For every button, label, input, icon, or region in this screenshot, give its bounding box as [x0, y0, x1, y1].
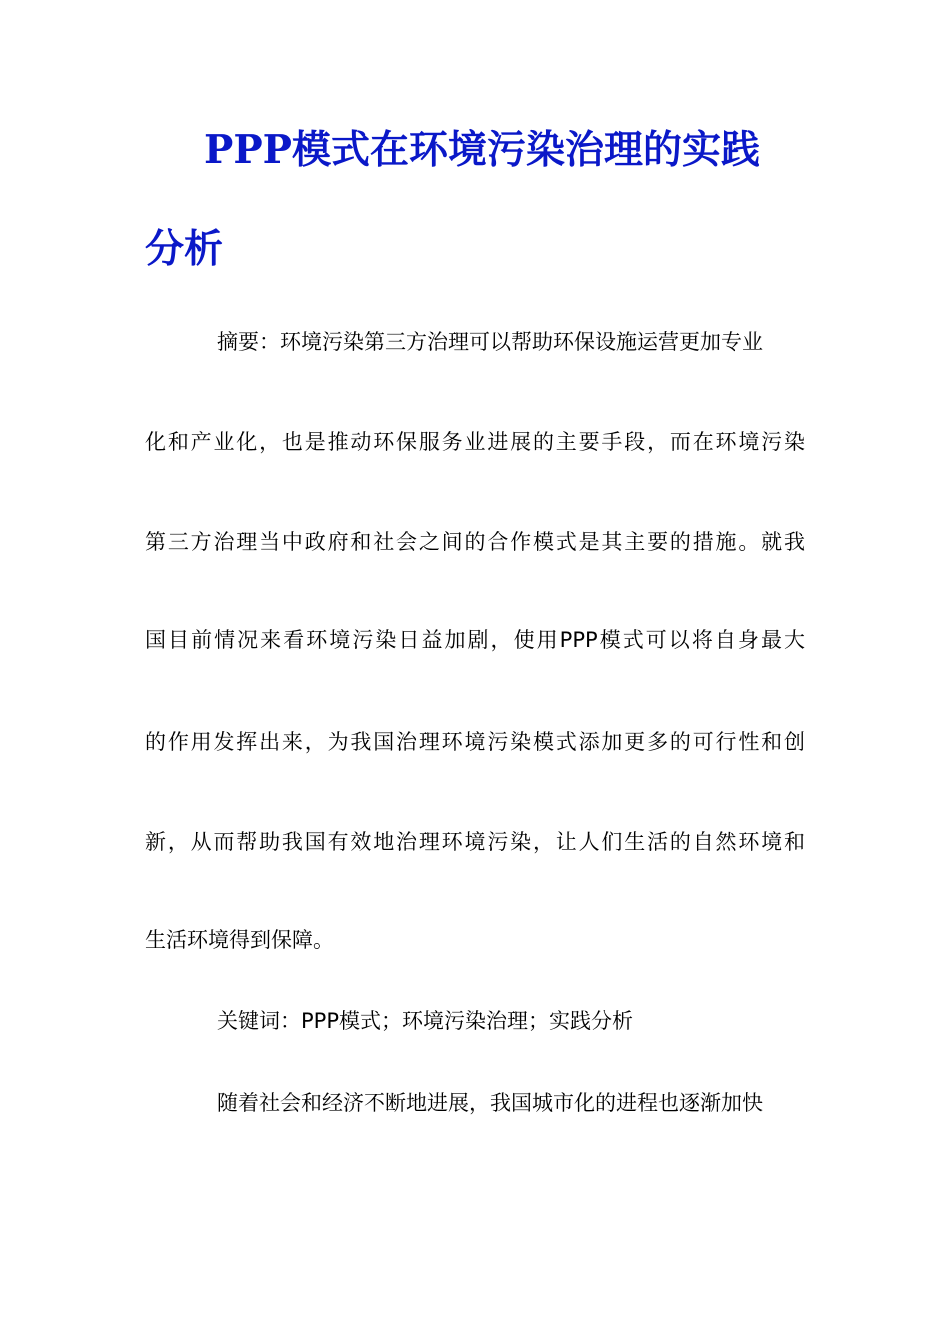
document-title-line-1: PPP模式在环境污染治理的实践	[204, 127, 760, 173]
abstract-line-4: 国目前情况来看环境污染日益加剧，使用PPP模式可以将自身最大	[145, 628, 805, 652]
keywords-line: 关键词：PPP模式；环境污染治理；实践分析	[217, 1009, 633, 1033]
abstract-line-5: 的作用发挥出来，为我国治理环境污染模式添加更多的可行性和创	[145, 730, 805, 754]
abstract-line-7: 生活环境得到保障。	[145, 928, 334, 952]
document-title-line-2: 分析	[145, 226, 224, 272]
abstract-line-1: 摘要：环境污染第三方治理可以帮助环保设施运营更加专业	[217, 330, 763, 354]
body-paragraph-line-1: 随着社会和经济不断地进展，我国城市化的进程也逐渐加快	[217, 1091, 763, 1115]
abstract-line-2: 化和产业化，也是推动环保服务业进展的主要手段，而在环境污染	[145, 430, 805, 454]
abstract-line-3: 第三方治理当中政府和社会之间的合作模式是其主要的措施。就我	[145, 530, 805, 554]
abstract-line-6: 新，从而帮助我国有效地治理环境污染，让人们生活的自然环境和	[145, 830, 805, 854]
